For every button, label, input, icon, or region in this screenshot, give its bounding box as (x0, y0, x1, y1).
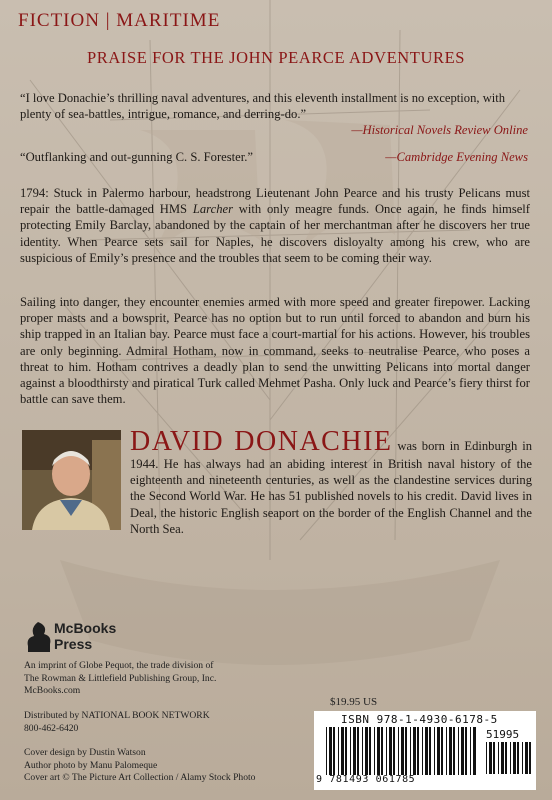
author-name: DAVID DONACHIE (130, 426, 393, 457)
imprint-info (24, 660, 304, 698)
distributor-info (24, 710, 304, 735)
price-addon-bars (486, 742, 532, 774)
category-label: FICTION | MARITIME (18, 10, 221, 31)
author-bio-text: was born in Edinburgh in 1944. He has always had an abiding interest in British naval history of the eighteenth and nineteenth centuries, as well as the clandestine services during the Second World War. He has 51 published novels to his credit. David lives in Deal, the historic English seaport on the border of the English Channel and the North Sea. (130, 439, 532, 536)
synopsis-text: 1794: Stuck in Palermo harbour, headstrong Lieutenant John Pearce and his trusty Pelicans must repair the battle-damaged HMS (20, 186, 530, 217)
review-quote-2 (20, 149, 528, 165)
credit-line: Cover art © The Picture Art Collection / Alamy Stock Photo (24, 772, 256, 783)
credit-line: Author photo by Manu Palomeque (24, 759, 158, 771)
price-code: 51995 (486, 728, 520, 741)
publisher-logo (24, 620, 124, 654)
publisher-emblem-icon (24, 620, 54, 654)
logo-line-2: Press (54, 636, 93, 652)
ship-name: Larcher (192, 202, 233, 217)
distributor-line: Distributed by NATIONAL BOOK NETWORK (24, 710, 210, 721)
review-quote-1 (20, 90, 528, 138)
imprint-line: An imprint of Globe Pequot, the trade division of (24, 660, 214, 671)
ean-barcode-bars (326, 727, 476, 775)
quote-source: —Cambridge Evening News (385, 150, 528, 164)
quote-text: “I love Donachie’s thrilling naval adventures, and this eleventh installment is no exception, with plenty of sea-battles, intrigue, romance, and derring-do.” (20, 91, 506, 121)
author-photo (22, 430, 121, 530)
synopsis-paragraph-1 (20, 185, 530, 266)
author-bio (130, 428, 532, 537)
ean-digits: 9 781493 061785 (316, 774, 416, 785)
imprint-line: The Rowman & Littlefield Publishing Group, Inc. (24, 672, 217, 684)
isbn-text: ISBN 978-1-4930-6178-5 (341, 713, 498, 726)
logo-line-1: McBooks (54, 620, 117, 636)
isbn-barcode (314, 711, 536, 790)
publisher-website: McBooks.com (24, 685, 81, 696)
synopsis-paragraph-2: Sailing into danger, they encounter enemies armed with more speed and greater firepower. Lacking proper masts and a bowsprit, Pearce has no option but to run until forced to abandon and burn his ship trapped in an Italian bay. Pearce must face a court-martial for his actions. However, his troubles are only beginning. Admiral Hotham, now in command, seeks to neutralise Pearce, who poses a threat to him. Hotham contrives a deadly plan to send the unwitting Pelicans into mortal danger against a bloodthirsty and piratical Turk called Mehmet Pasha. Only luck and Pearce’s fiery thirst for battle can save them. (20, 295, 530, 407)
praise-heading: PRAISE FOR THE JOHN PEARCE ADVENTURES (86, 48, 466, 67)
quote-source: —Historical Novels Review Online (351, 123, 528, 137)
price-label: $19.95 US (330, 696, 378, 708)
distributor-phone: 800-462-6420 (24, 722, 79, 734)
credit-line: Cover design by Dustin Watson (24, 747, 146, 758)
quote-text: “Outflanking and out-gunning C. S. Forester.” (20, 150, 253, 164)
synopsis-text: with only meagre funds. Once again, he finds himself protecting Emily Barclay, abandoned by the captain of her merchantman after he discovers her true identity. When Pearce sets sail for Naples, he discovers disloyalty among his crew, who are suspicious of Emily’s presence and the troubles that seem to be coming their way. (20, 202, 530, 265)
publisher-logo-text (54, 620, 116, 652)
cover-credits (24, 747, 304, 785)
